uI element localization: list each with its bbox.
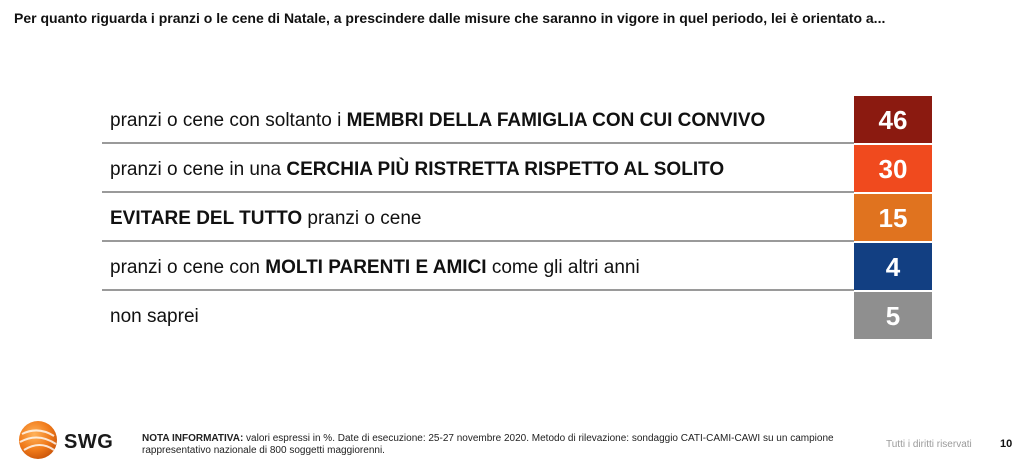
category-label — [110, 243, 640, 287]
category-label-part: pranzi o cene con soltanto i — [110, 110, 347, 131]
row-divider — [102, 240, 854, 242]
value-box: 30 — [854, 145, 932, 192]
note-label: NOTA INFORMATIVA: — [142, 433, 244, 444]
chart-row — [102, 243, 932, 291]
category-label-part: CERCHIA PIÙ RISTRETTA RISPETTO AL SOLITO — [286, 159, 725, 180]
category-label — [110, 194, 421, 238]
row-divider — [102, 289, 854, 291]
logo-text: SWG — [64, 431, 114, 453]
survey-chart — [102, 96, 932, 342]
category-label-part: MOLTI PARENTI E AMICI — [265, 257, 487, 278]
note-text: valori espressi in %. Date di esecuzione: 25-27 novembre 2020. Metodo di rilevazione: sondaggio CATI-CAMI-CAWI su un campione rappresentativo nazionale di 800 soggetti maggiorenni. — [142, 433, 834, 456]
page-number: 10 — [1000, 438, 1013, 450]
category-label-part: EVITARE DEL TUTTO — [110, 208, 303, 229]
category-label-part: non saprei — [110, 306, 199, 327]
question-title: Per quanto riguarda i pranzi o le cene di Natale, a prescindere dalle misure che saranno in vigore in quel periodo, lei è orientato a... — [14, 10, 886, 26]
chart-row — [102, 145, 932, 193]
value-box: 15 — [854, 194, 932, 241]
category-label-part: pranzi o cene con — [110, 257, 266, 278]
category-label — [110, 292, 199, 336]
row-divider — [102, 142, 854, 144]
value-box: 46 — [854, 96, 932, 143]
category-label-part: come gli altri anni — [486, 257, 640, 278]
row-divider — [102, 191, 854, 193]
value-box: 5 — [854, 292, 932, 339]
rights-text: Tutti i diritti riservati — [886, 439, 972, 450]
chart-row — [102, 194, 932, 242]
chart-row — [102, 292, 932, 340]
footer-note — [142, 433, 842, 457]
category-label — [110, 145, 724, 189]
category-label-part: pranzi o cene — [302, 208, 422, 229]
category-label-part: MEMBRI DELLA FAMIGLIA CON CUI CONVIVO — [346, 110, 766, 131]
category-label-part: pranzi o cene in una — [110, 159, 287, 180]
category-label — [110, 96, 765, 140]
value-box: 4 — [854, 243, 932, 290]
chart-row — [102, 96, 932, 144]
